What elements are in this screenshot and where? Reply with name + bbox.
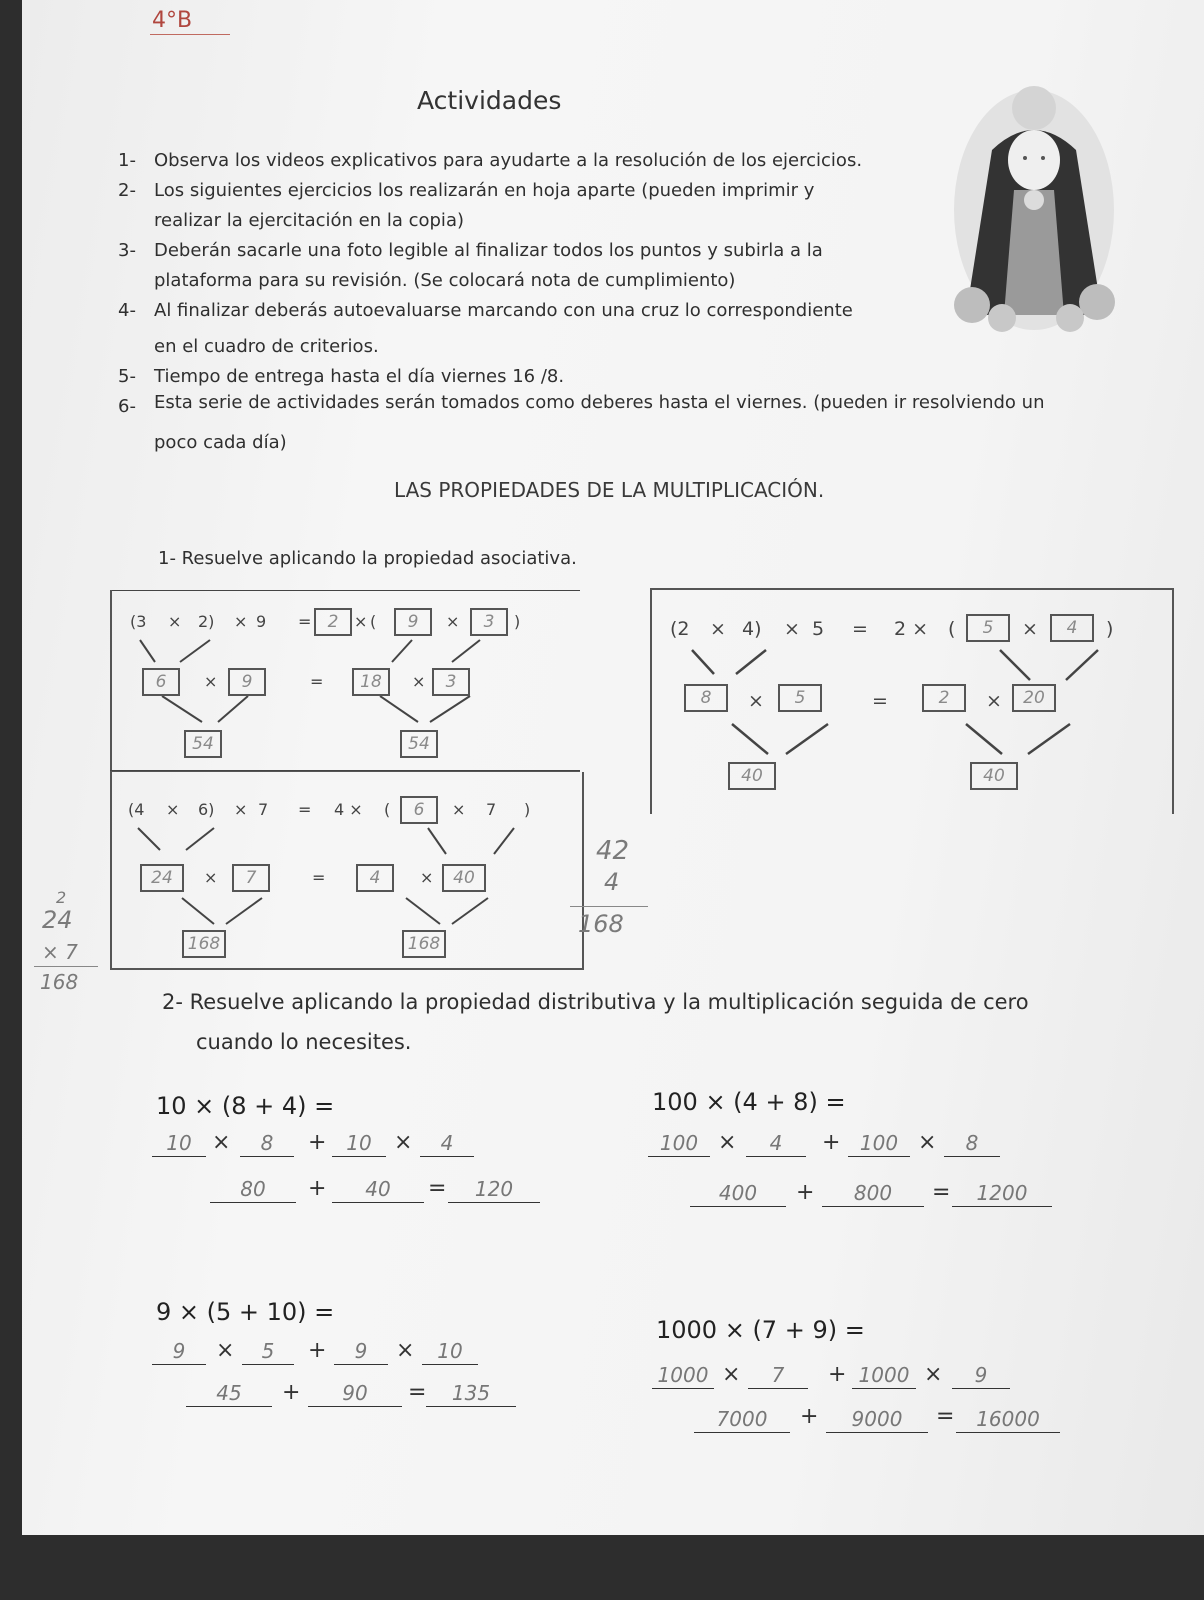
answer-blank[interactable]: 8 <box>240 1130 294 1157</box>
answer-blank[interactable]: 120 <box>448 1176 540 1203</box>
plus-sign: + <box>308 1338 327 1363</box>
exercise2-prompt: cuando lo necesites. <box>196 1030 412 1054</box>
equals-sign: = <box>312 868 326 887</box>
result-box[interactable]: 54 <box>184 730 222 758</box>
instruction-text: Esta serie de actividades serán tomados como deberes hasta el viernes. (pueden ir resolviendo un <box>154 392 1045 413</box>
instruction-number: 1- <box>118 150 136 171</box>
answer-box[interactable]: 2 <box>922 684 966 712</box>
answer-blank[interactable]: 4 <box>420 1130 474 1157</box>
page-title: Actividades <box>417 86 562 115</box>
times-sign: × <box>918 1130 937 1155</box>
answer-box[interactable]: 6 <box>142 668 180 696</box>
times-sign: × <box>394 1130 413 1155</box>
answer-blank[interactable]: 10 <box>332 1130 386 1157</box>
margin-number: × 7 <box>42 940 78 964</box>
margin-number: 168 <box>578 910 624 938</box>
times-sign: × <box>212 1130 231 1155</box>
exercise1-prompt: 1- Resuelve aplicando la propiedad asociativa. <box>158 548 577 569</box>
margin-number: 24 <box>42 906 73 934</box>
answer-box[interactable]: 6 <box>400 796 438 824</box>
equals-sign: = <box>408 1380 427 1405</box>
instruction-number: 5- <box>118 366 136 387</box>
expr-token: (2 <box>670 618 690 640</box>
answer-blank[interactable]: 800 <box>822 1180 924 1207</box>
section-title: LAS PROPIEDADES DE LA MULTIPLICACIÓN. <box>394 478 825 502</box>
answer-blank[interactable]: 10 <box>422 1338 478 1365</box>
times-sign: × <box>412 672 426 691</box>
plus-sign: + <box>308 1176 327 1201</box>
expr-token: = <box>298 612 312 631</box>
expr-token: 2) <box>198 612 215 631</box>
answer-blank[interactable]: 80 <box>210 1176 296 1203</box>
times-sign: × <box>204 672 218 691</box>
answer-blank[interactable]: 16000 <box>956 1406 1060 1433</box>
answer-blank[interactable]: 40 <box>332 1176 424 1203</box>
equals-sign: = <box>310 672 324 691</box>
answer-blank[interactable]: 1200 <box>952 1180 1052 1207</box>
expr-token: ) <box>514 612 521 631</box>
problem-expression: 10 × (8 + 4) = <box>156 1092 335 1120</box>
expr-token: = <box>852 618 868 640</box>
margin-rule <box>570 906 648 907</box>
expr-token: 6) <box>198 800 215 819</box>
expr-token: × <box>446 612 460 631</box>
expr-token: 9 <box>256 612 267 631</box>
answer-box[interactable]: 40 <box>442 864 486 892</box>
answer-box[interactable]: 4 <box>1050 614 1094 642</box>
answer-box[interactable]: 24 <box>140 864 184 892</box>
times-sign: × <box>396 1338 415 1363</box>
result-box[interactable]: 40 <box>728 762 776 790</box>
expr-token: × <box>354 612 368 631</box>
times-sign: × <box>718 1130 737 1155</box>
expr-token: 4) <box>742 618 762 640</box>
times-sign: × <box>748 690 764 712</box>
answer-box[interactable]: 3 <box>432 668 470 696</box>
expr-token: 7 <box>486 800 497 819</box>
margin-rule <box>34 966 98 967</box>
plus-sign: + <box>796 1180 815 1205</box>
instruction-text: poco cada día) <box>154 432 287 453</box>
answer-blank[interactable]: 5 <box>242 1338 294 1365</box>
answer-blank[interactable]: 1000 <box>852 1362 916 1389</box>
plus-sign: + <box>282 1380 301 1405</box>
equals-sign: = <box>936 1404 955 1429</box>
answer-box[interactable]: 5 <box>778 684 822 712</box>
problem-expression: 1000 × (7 + 9) = <box>656 1316 865 1344</box>
instruction-number: 6- <box>118 396 136 417</box>
answer-blank[interactable]: 9000 <box>826 1406 928 1433</box>
times-sign: × <box>420 868 434 887</box>
answer-blank[interactable]: 8 <box>944 1130 1000 1157</box>
answer-box[interactable]: 9 <box>228 668 266 696</box>
expr-token: × <box>452 800 466 819</box>
answer-blank[interactable]: 100 <box>648 1130 710 1157</box>
expr-token: = <box>298 800 312 819</box>
equals-sign: = <box>932 1180 951 1205</box>
box-a-arrows <box>110 630 580 730</box>
instruction-text: en el cuadro de criterios. <box>154 336 379 357</box>
instruction-text: Deberán sacarle una foto legible al finalizar todos los puntos y subirla a la <box>154 240 823 261</box>
expr-token: ) <box>1106 618 1114 640</box>
expr-token: 4 × <box>334 800 363 819</box>
instruction-text: Tiempo de entrega hasta el día viernes 16 /8. <box>154 366 565 387</box>
problem-expression: 100 × (4 + 8) = <box>652 1088 846 1116</box>
grade-underline <box>150 34 230 35</box>
saint-illustration <box>952 80 1132 340</box>
answer-box[interactable]: 20 <box>1012 684 1056 712</box>
equals-sign: = <box>872 690 888 712</box>
expr-token: ( <box>948 618 956 640</box>
problem-expression: 9 × (5 + 10) = <box>156 1298 335 1326</box>
answer-box[interactable]: 8 <box>684 684 728 712</box>
answer-box[interactable]: 5 <box>966 614 1010 642</box>
instruction-text: Al finalizar deberás autoevaluarse marcando con una cruz lo correspondiente <box>154 300 853 321</box>
expr-token: × <box>710 618 726 640</box>
worksheet-paper <box>22 0 1204 1535</box>
answer-blank[interactable]: 135 <box>426 1380 516 1407</box>
answer-blank[interactable]: 4 <box>746 1130 806 1157</box>
box-a-bottom-line <box>110 770 580 771</box>
result-box[interactable]: 54 <box>400 730 438 758</box>
exercise2-prompt: 2- Resuelve aplicando la propiedad distributiva y la multiplicación seguida de cero <box>162 990 1029 1014</box>
times-sign: × <box>204 868 218 887</box>
plus-sign: + <box>308 1130 327 1155</box>
instruction-number: 4- <box>118 300 136 321</box>
plus-sign: + <box>800 1404 819 1429</box>
answer-blank[interactable]: 7000 <box>694 1406 790 1433</box>
instruction-number: 2- <box>118 180 136 201</box>
answer-blank[interactable]: 9 <box>152 1338 206 1365</box>
expr-token: 5 <box>812 618 825 640</box>
expr-token: ( <box>384 800 391 819</box>
expr-token: (3 <box>130 612 147 631</box>
answer-box[interactable]: 7 <box>232 864 270 892</box>
answer-blank[interactable]: 90 <box>308 1380 402 1407</box>
answer-blank[interactable]: 1000 <box>652 1362 714 1389</box>
expr-token: × <box>784 618 800 640</box>
times-sign: × <box>722 1362 741 1387</box>
answer-box[interactable]: 4 <box>356 864 394 892</box>
instruction-number: 3- <box>118 240 136 261</box>
expr-token: × <box>234 800 248 819</box>
answer-box[interactable]: 9 <box>394 608 432 636</box>
answer-box[interactable]: 3 <box>470 608 508 636</box>
times-sign: × <box>924 1362 943 1387</box>
expr-token: ( <box>370 612 377 631</box>
answer-box[interactable]: 18 <box>352 668 390 696</box>
times-sign: × <box>986 690 1002 712</box>
answer-blank[interactable]: 9 <box>334 1338 388 1365</box>
answer-blank[interactable]: 45 <box>186 1380 272 1407</box>
expr-token: (4 <box>128 800 145 819</box>
answer-blank[interactable]: 400 <box>690 1180 786 1207</box>
instruction-text: realizar la ejercitación en la copia) <box>154 210 464 231</box>
expr-token: × <box>1022 618 1038 640</box>
grade-note: 4°B <box>152 8 193 33</box>
answer-box[interactable]: 2 <box>314 608 352 636</box>
expr-token: 7 <box>258 800 269 819</box>
answer-blank[interactable]: 7 <box>748 1362 808 1389</box>
equals-sign: = <box>428 1176 447 1201</box>
carry-digit: 2 <box>56 888 67 907</box>
answer-blank[interactable]: 100 <box>848 1130 910 1157</box>
expr-token: ) <box>524 800 531 819</box>
margin-number: 4 <box>604 868 620 896</box>
instruction-text: plataforma para su revisión. (Se colocará nota de cumplimiento) <box>154 270 736 291</box>
result-box[interactable]: 40 <box>970 762 1018 790</box>
box-b-arrows <box>650 640 1170 760</box>
expr-token: × <box>166 800 180 819</box>
expr-token: 2 × <box>894 618 929 640</box>
times-sign: × <box>216 1338 235 1363</box>
answer-blank[interactable]: 10 <box>152 1130 206 1157</box>
expr-token: × <box>168 612 182 631</box>
plus-sign: + <box>828 1362 847 1387</box>
answer-blank[interactable]: 9 <box>952 1362 1010 1389</box>
expr-token: × <box>234 612 248 631</box>
instruction-text: Observa los videos explicativos para ayudarte a la resolución de los ejercicios. <box>154 150 863 171</box>
result-box[interactable]: 168 <box>402 930 446 958</box>
margin-number: 42 <box>596 836 630 866</box>
margin-number: 168 <box>40 970 79 994</box>
instruction-text: Los siguientes ejercicios los realizarán en hoja aparte (pueden imprimir y <box>154 180 815 201</box>
result-box[interactable]: 168 <box>182 930 226 958</box>
plus-sign: + <box>822 1130 841 1155</box>
